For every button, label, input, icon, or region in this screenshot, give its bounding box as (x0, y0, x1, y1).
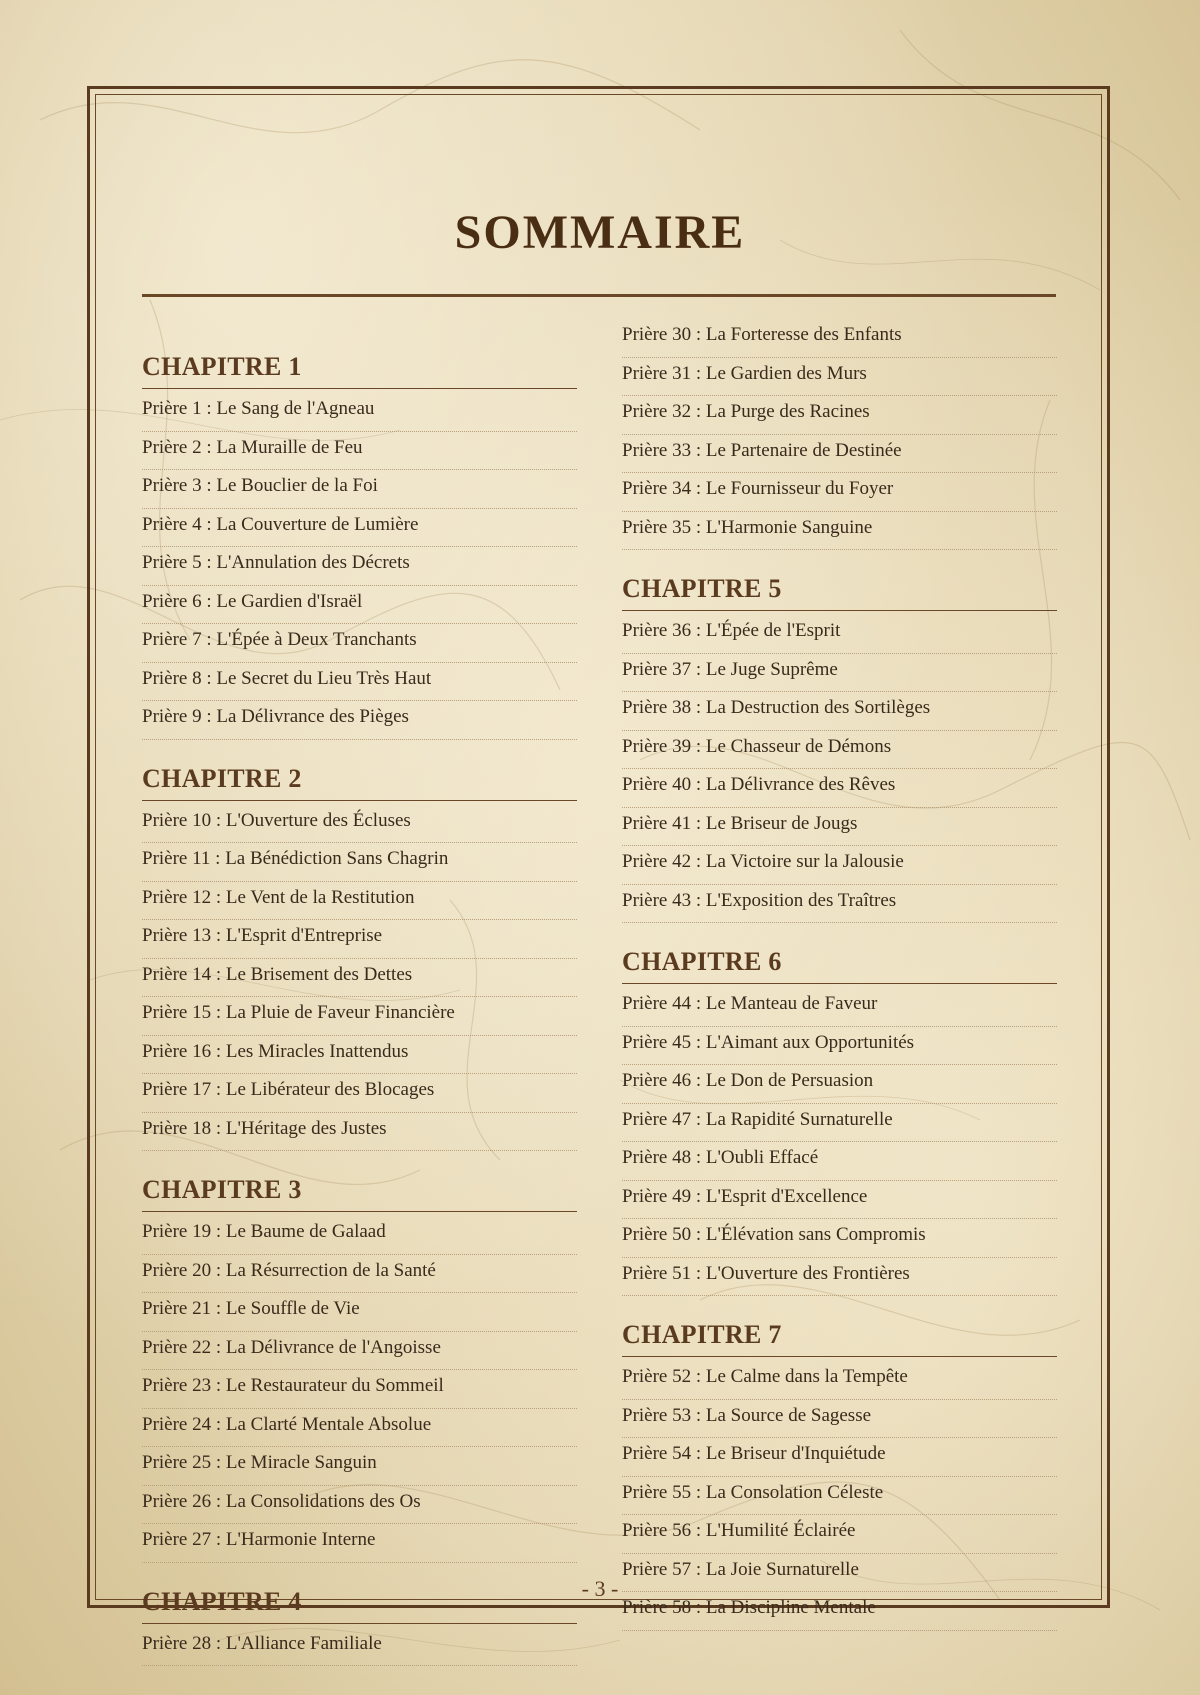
toc-entry[interactable]: Prière 55 : La Consolation Céleste (622, 1477, 1057, 1516)
toc-entry[interactable]: Prière 26 : La Consolidations des Os (142, 1486, 577, 1525)
toc-entry[interactable]: Prière 53 : La Source de Sagesse (622, 1400, 1057, 1439)
toc-entry[interactable]: Prière 8 : Le Secret du Lieu Très Haut (142, 663, 577, 702)
toc-entry[interactable]: Prière 3 : Le Bouclier de la Foi (142, 470, 577, 509)
toc-entry[interactable]: Prière 23 : Le Restaurateur du Sommeil (142, 1370, 577, 1409)
toc-entry[interactable]: Prière 13 : L'Esprit d'Entreprise (142, 920, 577, 959)
toc-entry[interactable]: Prière 22 : La Délivrance de l'Angoisse (142, 1332, 577, 1371)
chapter-heading: CHAPITRE 6 (622, 923, 1057, 984)
toc-entry[interactable]: Prière 27 : L'Harmonie Interne (142, 1524, 577, 1563)
toc-entry[interactable]: Prière 44 : Le Manteau de Faveur (622, 988, 1057, 1027)
toc-entry[interactable]: Prière 11 : La Bénédiction Sans Chagrin (142, 843, 577, 882)
toc-left-column (142, 328, 577, 1666)
toc-entry[interactable]: Prière 50 : L'Élévation sans Compromis (622, 1219, 1057, 1258)
toc-right-column (622, 319, 1057, 1631)
toc-entry[interactable]: Prière 48 : L'Oubli Effacé (622, 1142, 1057, 1181)
toc-entry[interactable]: Prière 14 : Le Brisement des Dettes (142, 959, 577, 998)
toc-entry[interactable]: Prière 39 : Le Chasseur de Démons (622, 731, 1057, 770)
toc-entry[interactable]: Prière 9 : La Délivrance des Pièges (142, 701, 577, 740)
chapter-heading: CHAPITRE 7 (622, 1296, 1057, 1357)
toc-entry[interactable]: Prière 5 : L'Annulation des Décrets (142, 547, 577, 586)
toc-entry[interactable]: Prière 24 : La Clarté Mentale Absolue (142, 1409, 577, 1448)
toc-entry[interactable]: Prière 32 : La Purge des Racines (622, 396, 1057, 435)
toc-entry[interactable]: Prière 4 : La Couverture de Lumière (142, 509, 577, 548)
toc-entry[interactable]: Prière 47 : La Rapidité Surnaturelle (622, 1104, 1057, 1143)
chapter-heading: CHAPITRE 1 (142, 328, 577, 389)
title-divider (142, 294, 1056, 297)
toc-entry[interactable]: Prière 25 : Le Miracle Sanguin (142, 1447, 577, 1486)
toc-entry[interactable]: Prière 19 : Le Baume de Galaad (142, 1216, 577, 1255)
toc-entry[interactable]: Prière 52 : Le Calme dans la Tempête (622, 1361, 1057, 1400)
toc-entry[interactable]: Prière 40 : La Délivrance des Rêves (622, 769, 1057, 808)
chapter-heading: CHAPITRE 4 (142, 1563, 577, 1624)
toc-entry[interactable]: Prière 1 : Le Sang de l'Agneau (142, 393, 577, 432)
toc-entry[interactable]: Prière 10 : L'Ouverture des Écluses (142, 805, 577, 844)
toc-entry[interactable]: Prière 34 : Le Fournisseur du Foyer (622, 473, 1057, 512)
toc-entry[interactable]: Prière 18 : L'Héritage des Justes (142, 1113, 577, 1152)
toc-entry[interactable]: Prière 38 : La Destruction des Sortilèges (622, 692, 1057, 731)
chapter-heading: CHAPITRE 5 (622, 550, 1057, 611)
toc-entry[interactable]: Prière 2 : La Muraille de Feu (142, 432, 577, 471)
toc-entry[interactable]: Prière 30 : La Forteresse des Enfants (622, 319, 1057, 358)
toc-entry[interactable]: Prière 36 : L'Épée de l'Esprit (622, 615, 1057, 654)
toc-entry[interactable]: Prière 31 : Le Gardien des Murs (622, 358, 1057, 397)
toc-entry[interactable]: Prière 51 : L'Ouverture des Frontières (622, 1258, 1057, 1297)
toc-entry[interactable]: Prière 43 : L'Exposition des Traîtres (622, 885, 1057, 924)
chapter-heading: CHAPITRE 2 (142, 740, 577, 801)
toc-entry[interactable]: Prière 35 : L'Harmonie Sanguine (622, 512, 1057, 551)
toc-entry[interactable]: Prière 58 : La Discipline Mentale (622, 1592, 1057, 1631)
toc-entry[interactable]: Prière 28 : L'Alliance Familiale (142, 1628, 577, 1667)
toc-entry[interactable]: Prière 45 : L'Aimant aux Opportunités (622, 1027, 1057, 1066)
toc-entry[interactable]: Prière 41 : Le Briseur de Jougs (622, 808, 1057, 847)
toc-entry[interactable]: Prière 6 : Le Gardien d'Israël (142, 586, 577, 625)
toc-entry[interactable]: Prière 37 : Le Juge Suprême (622, 654, 1057, 693)
toc-entry[interactable]: Prière 49 : L'Esprit d'Excellence (622, 1181, 1057, 1220)
toc-entry[interactable]: Prière 7 : L'Épée à Deux Tranchants (142, 624, 577, 663)
chapter-heading: CHAPITRE 3 (142, 1151, 577, 1212)
toc-entry[interactable]: Prière 57 : La Joie Surnaturelle (622, 1554, 1057, 1593)
toc-entry[interactable]: Prière 21 : Le Souffle de Vie (142, 1293, 577, 1332)
toc-entry[interactable]: Prière 42 : La Victoire sur la Jalousie (622, 846, 1057, 885)
toc-entry[interactable]: Prière 17 : Le Libérateur des Blocages (142, 1074, 577, 1113)
toc-entry[interactable]: Prière 33 : Le Partenaire de Destinée (622, 435, 1057, 474)
toc-entry[interactable]: Prière 46 : Le Don de Persuasion (622, 1065, 1057, 1104)
toc-entry[interactable]: Prière 54 : Le Briseur d'Inquiétude (622, 1438, 1057, 1477)
toc-entry[interactable]: Prière 15 : La Pluie de Faveur Financière (142, 997, 577, 1036)
toc-entry[interactable]: Prière 56 : L'Humilité Éclairée (622, 1515, 1057, 1554)
page-number: - 3 - (581, 1576, 619, 1601)
toc-entry[interactable]: Prière 20 : La Résurrection de la Santé (142, 1255, 577, 1294)
page-title: SOMMAIRE (454, 206, 746, 259)
toc-entry[interactable]: Prière 16 : Les Miracles Inattendus (142, 1036, 577, 1075)
toc-entry[interactable]: Prière 12 : Le Vent de la Restitution (142, 882, 577, 921)
